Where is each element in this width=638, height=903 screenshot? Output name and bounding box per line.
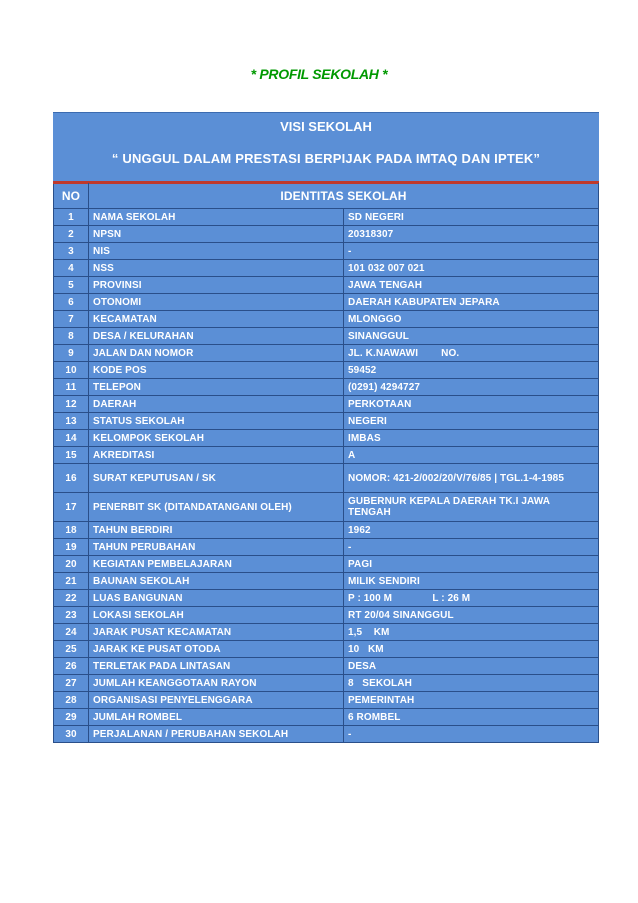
row-field-label: TAHUN PERUBAHAN: [89, 539, 344, 556]
row-field-label: JUMLAH KEANGGOTAAN RAYON: [89, 675, 344, 692]
row-field-value: RT 20/04 SINANGGUL: [344, 607, 599, 624]
identity-table: [53, 183, 599, 743]
table-row: [54, 328, 599, 345]
document-title: * PROFIL SEKOLAH *: [250, 66, 388, 82]
row-field-label: AKREDITASI: [89, 447, 344, 464]
table-row: [54, 226, 599, 243]
table-row: [54, 573, 599, 590]
table-row: [54, 311, 599, 328]
table-row: [54, 294, 599, 311]
table-row: [54, 709, 599, 726]
row-number: 7: [54, 311, 89, 328]
row-number: 6: [54, 294, 89, 311]
row-field-value: PERKOTAAN: [344, 396, 599, 413]
row-field-value: 8 SEKOLAH: [344, 675, 599, 692]
table-row: [54, 641, 599, 658]
row-number: 30: [54, 726, 89, 743]
row-field-value: 101 032 007 021: [344, 260, 599, 277]
visi-statement: “ UNGGUL DALAM PRESTASI BERPIJAK PADA IMTAQ DAN IPTEK”: [111, 151, 541, 166]
table-row: [54, 692, 599, 709]
row-field-label: ORGANISASI PENYELENGGARA: [89, 692, 344, 709]
row-field-label: KELOMPOK SEKOLAH: [89, 430, 344, 447]
row-number: 23: [54, 607, 89, 624]
row-field-label: JUMLAH ROMBEL: [89, 709, 344, 726]
row-field-value: NEGERI: [344, 413, 599, 430]
row-field-value: 1,5 KM: [344, 624, 599, 641]
row-number: 11: [54, 379, 89, 396]
row-number: 14: [54, 430, 89, 447]
table-row: [54, 624, 599, 641]
row-field-value: SINANGGUL: [344, 328, 599, 345]
visi-section: [53, 112, 599, 183]
table-row: [54, 243, 599, 260]
row-field-value: NOMOR: 421-2/002/20/V/76/85 | TGL.1-4-1985: [344, 464, 599, 493]
row-number: 5: [54, 277, 89, 294]
row-field-value: SD NEGERI: [344, 209, 599, 226]
table-row: [54, 277, 599, 294]
row-number: 20: [54, 556, 89, 573]
row-field-label: DAERAH: [89, 396, 344, 413]
row-number: 10: [54, 362, 89, 379]
row-field-label: NPSN: [89, 226, 344, 243]
table-row: [54, 539, 599, 556]
row-field-value: -: [344, 539, 599, 556]
row-field-label: KODE POS: [89, 362, 344, 379]
table-row: [54, 522, 599, 539]
row-field-value: (0291) 4294727: [344, 379, 599, 396]
row-number: 18: [54, 522, 89, 539]
row-field-label: DESA / KELURAHAN: [89, 328, 344, 345]
row-field-label: NSS: [89, 260, 344, 277]
table-header-row: [54, 184, 599, 209]
table-row: [54, 675, 599, 692]
row-field-value: -: [344, 726, 599, 743]
row-field-label: JARAK KE PUSAT OTODA: [89, 641, 344, 658]
row-field-label: OTONOMI: [89, 294, 344, 311]
row-field-label: NAMA SEKOLAH: [89, 209, 344, 226]
row-field-label: PROVINSI: [89, 277, 344, 294]
row-field-label: TELEPON: [89, 379, 344, 396]
row-number: 17: [54, 493, 89, 522]
row-number: 15: [54, 447, 89, 464]
row-field-value: P : 100 M L : 26 M: [344, 590, 599, 607]
row-field-value: 1962: [344, 522, 599, 539]
table-row: [54, 556, 599, 573]
row-field-label: LUAS BANGUNAN: [89, 590, 344, 607]
row-field-value: PAGI: [344, 556, 599, 573]
row-number: 21: [54, 573, 89, 590]
row-number: 29: [54, 709, 89, 726]
table-row: [54, 658, 599, 675]
row-number: 2: [54, 226, 89, 243]
row-field-label: PERJALANAN / PERUBAHAN SEKOLAH: [89, 726, 344, 743]
row-number: 28: [54, 692, 89, 709]
row-number: 13: [54, 413, 89, 430]
row-field-label: PENERBIT SK (DITANDATANGANI OLEH): [89, 493, 344, 522]
row-number: 25: [54, 641, 89, 658]
row-field-value: DESA: [344, 658, 599, 675]
row-field-label: JARAK PUSAT KECAMATAN: [89, 624, 344, 641]
row-field-value: 6 ROMBEL: [344, 709, 599, 726]
row-field-value: 59452: [344, 362, 599, 379]
row-number: 4: [54, 260, 89, 277]
table-row: [54, 464, 599, 493]
header-title: IDENTITAS SEKOLAH: [89, 184, 599, 209]
row-field-value: JL. K.NAWAWI NO.: [344, 345, 599, 362]
row-number: 26: [54, 658, 89, 675]
row-number: 27: [54, 675, 89, 692]
row-field-label: STATUS SEKOLAH: [89, 413, 344, 430]
row-field-label: KECAMATAN: [89, 311, 344, 328]
row-number: 22: [54, 590, 89, 607]
row-number: 12: [54, 396, 89, 413]
table-row: [54, 396, 599, 413]
row-field-value: IMBAS: [344, 430, 599, 447]
row-field-label: TERLETAK PADA LINTASAN: [89, 658, 344, 675]
table-row: [54, 447, 599, 464]
row-number: 8: [54, 328, 89, 345]
header-no: NO: [54, 184, 89, 209]
row-number: 1: [54, 209, 89, 226]
table-row: [54, 590, 599, 607]
profile-frame: [53, 112, 599, 743]
row-field-label: JALAN DAN NOMOR: [89, 345, 344, 362]
table-row: [54, 726, 599, 743]
row-field-value: 10 KM: [344, 641, 599, 658]
row-number: 9: [54, 345, 89, 362]
row-field-value: A: [344, 447, 599, 464]
row-field-label: SURAT KEPUTUSAN / SK: [89, 464, 344, 493]
row-field-value: PEMERINTAH: [344, 692, 599, 709]
row-field-label: NIS: [89, 243, 344, 260]
table-row: [54, 430, 599, 447]
row-field-value: GUBERNUR KEPALA DAERAH TK.I JAWA TENGAH: [344, 493, 599, 522]
table-row: [54, 493, 599, 522]
row-number: 3: [54, 243, 89, 260]
row-field-value: MLONGGO: [344, 311, 599, 328]
table-row: [54, 260, 599, 277]
row-field-label: BAUNAN SEKOLAH: [89, 573, 344, 590]
visi-heading: VISI SEKOLAH: [280, 119, 372, 134]
row-field-value: MILIK SENDIRI: [344, 573, 599, 590]
table-row: [54, 379, 599, 396]
table-row: [54, 607, 599, 624]
row-number: 19: [54, 539, 89, 556]
table-row: [54, 345, 599, 362]
row-field-value: JAWA TENGAH: [344, 277, 599, 294]
row-field-value: -: [344, 243, 599, 260]
row-field-label: TAHUN BERDIRI: [89, 522, 344, 539]
row-field-value: 20318307: [344, 226, 599, 243]
row-field-value: DAERAH KABUPATEN JEPARA: [344, 294, 599, 311]
table-row: [54, 362, 599, 379]
row-field-label: LOKASI SEKOLAH: [89, 607, 344, 624]
row-field-label: KEGIATAN PEMBELAJARAN: [89, 556, 344, 573]
table-row: [54, 209, 599, 226]
row-number: 24: [54, 624, 89, 641]
row-number: 16: [54, 464, 89, 493]
table-row: [54, 413, 599, 430]
